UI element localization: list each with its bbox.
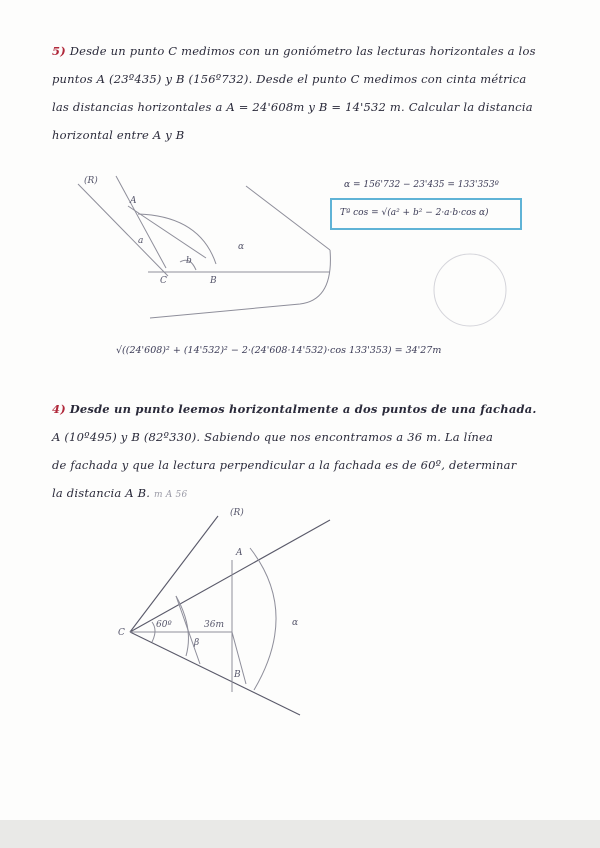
p4-ray-a [130, 520, 330, 632]
p4-label-alpha: α [292, 618, 299, 628]
p4-label-c-point: C [118, 628, 125, 638]
p5-theorem: Tª cos = √(a² + b² − 2·a·b·cos α) [340, 208, 489, 218]
problem5-line2: puntos A (23º435) y B (156º732). Desde el punto C medimos con cinta métrica [52, 72, 527, 86]
problem5-number: 5) [52, 44, 66, 58]
p5-label-ref: (R) [84, 176, 98, 186]
problem5-line3: las distancias horizontales a A = 24'608m y B = 14'532 m. Calcular la distancia [52, 100, 533, 114]
p4-label-b-point: B [234, 670, 241, 680]
p5-label-c-point: C [160, 276, 167, 286]
problem4-line3: de fachada y que la lectura perpendicular a la fachada es de 60º, determinar [52, 458, 517, 472]
p5-label-b-side: b [186, 256, 192, 266]
problem4-note: m A 56 [153, 490, 188, 500]
p4-label-ref: (R) [230, 508, 244, 518]
p4-label-beta: β [194, 638, 200, 648]
p5-label-b-point: B [210, 276, 217, 286]
p4-ray-b [130, 632, 300, 715]
p5-label-a-side: a [138, 236, 144, 246]
scan-bottom-edge [0, 820, 600, 848]
p4-label-a-point: A [236, 548, 243, 558]
p4-alpha-arc [250, 548, 276, 690]
problem5-line1-text: Desde un punto C medimos con un goniómetro las lecturas horizontales a los [69, 44, 536, 58]
p4-label-angle: 60º [156, 620, 172, 630]
problem4-line4-text: la distancia A B. [52, 486, 151, 500]
p4-ref-line [130, 516, 218, 632]
problem4-line2: A (10º495) y B (82º330). Sabiendo que nos encontramos a 36 m. La línea [52, 430, 494, 444]
problem4-number: 4) [52, 402, 66, 416]
p5-label-a-point: A [130, 196, 137, 206]
p4-label-dist: 36m [204, 620, 224, 630]
problem5-line4: horizontal entre A y B [52, 128, 185, 142]
problem4-line1-text: Desde un punto leemos horizontalmente a dos puntos de una fachada. [69, 402, 537, 416]
p5-result: √((24'608)² + (14'532)² − 2·(24'608·14'532)·cos 133'353) = 34'27m [116, 345, 442, 356]
p5-label-alpha: α [238, 242, 245, 252]
p5-alpha-formula: α = 156'732 − 23'435 = 133'353º [344, 180, 499, 190]
